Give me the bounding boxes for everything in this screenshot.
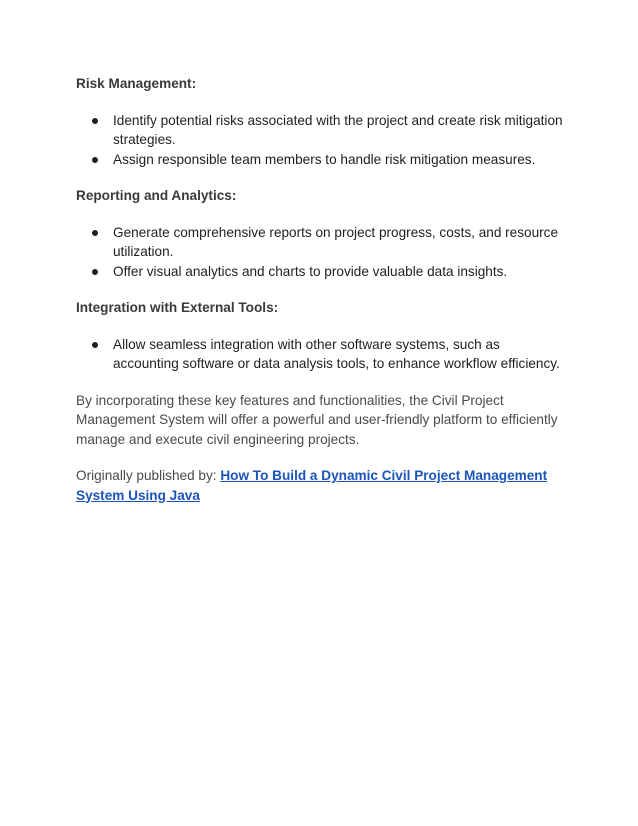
bullet-icon xyxy=(92,269,98,275)
section-risk-management xyxy=(76,74,566,169)
list-item-text: Allow seamless integration with other software systems, such as accounting software or data analysis tools, to enhance workflow efficiency. xyxy=(113,336,560,371)
bullet-icon xyxy=(92,230,98,236)
article-link[interactable]: How To Build a Dynamic Civil Project Management System Using Java xyxy=(76,468,548,503)
bullet-list xyxy=(76,111,566,170)
list-item xyxy=(76,262,566,282)
list-item xyxy=(76,335,566,374)
list-item-text: Offer visual analytics and charts to provide valuable data insights. xyxy=(113,263,508,279)
section-integration-tools xyxy=(76,298,566,374)
list-item-text: Assign responsible team members to handle risk mitigation measures. xyxy=(113,151,536,167)
bullet-list xyxy=(76,335,566,374)
published-line xyxy=(76,466,566,505)
section-heading: Integration with External Tools: xyxy=(76,300,279,315)
list-item xyxy=(76,111,566,150)
list-item xyxy=(76,223,566,262)
section-reporting-analytics xyxy=(76,186,566,281)
document-page xyxy=(76,74,566,522)
bullet-list xyxy=(76,223,566,282)
published-prefix: Originally published by: xyxy=(76,468,221,483)
section-heading: Reporting and Analytics: xyxy=(76,188,237,203)
list-item-text: Generate comprehensive reports on project progress, costs, and resource utilization. xyxy=(113,224,559,259)
section-heading: Risk Management: xyxy=(76,76,197,91)
bullet-icon xyxy=(92,342,98,348)
list-item-text: Identify potential risks associated with the project and create risk mitigation strategies. xyxy=(113,112,563,147)
bullet-icon xyxy=(92,118,98,124)
list-item xyxy=(76,150,566,170)
bullet-icon xyxy=(92,157,98,163)
conclusion-paragraph: By incorporating these key features and functionalities, the Civil Project Management System will offer a powerful and user-friendly platform to efficiently manage and execute civil engineering projects. xyxy=(76,392,558,447)
